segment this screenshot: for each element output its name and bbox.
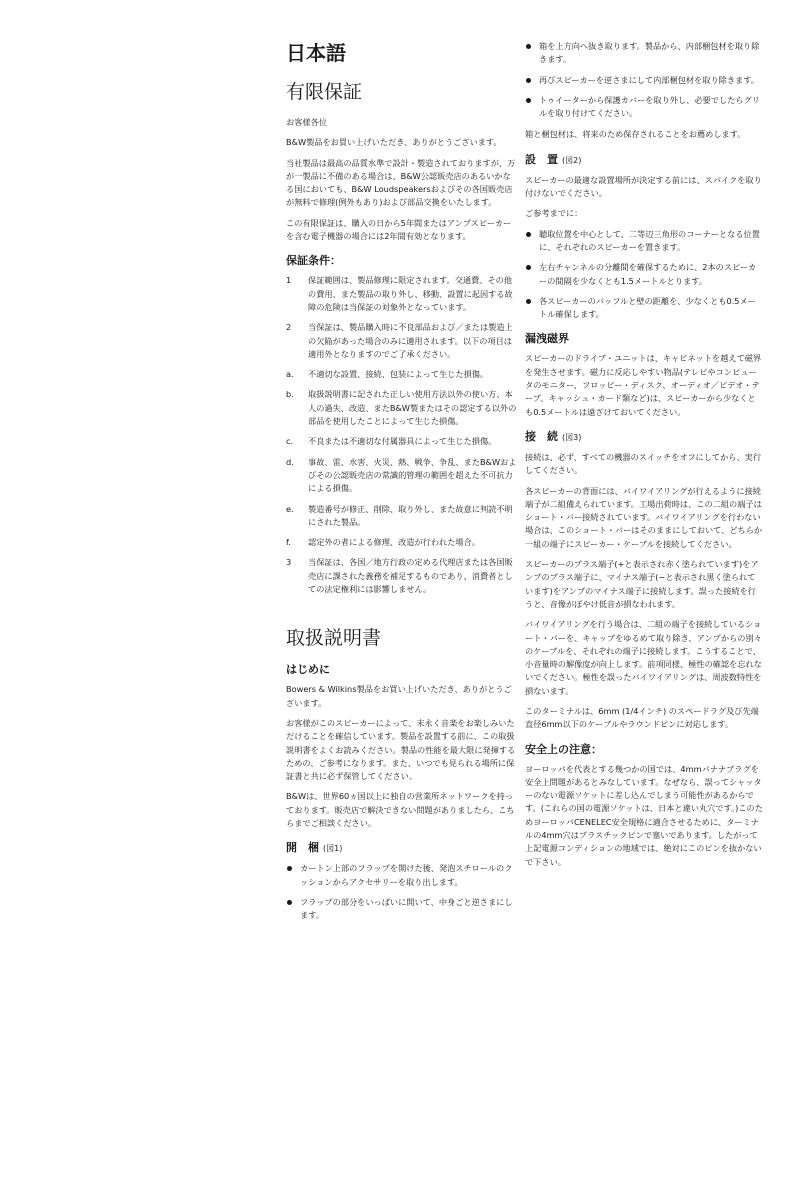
safety-title: 安全上の注意：	[525, 742, 602, 756]
condition-item	[286, 503, 518, 530]
condition-text: 事故、雷、水害、火災、熱、戦争、争乱、またB&Wおよびその公認販売店の常識的管理の範囲を超えた不可抗力による損傷。	[308, 456, 517, 494]
placement-para: スピーカーの最適な設置場所が決定する前には、スパイクを取り付けないでください。	[525, 174, 762, 199]
warranty-para: 当社製品は最高の品質水準で設計・製造されておりますが、万が一製品に不備のある場合は、B&W公認販売店のあるいかなる国においても、B&W Loudspeakersおよびその各国販売店が無料で修理(例外もあり)および部品交換をいたします。	[286, 157, 516, 208]
intro-para: お客様がこのスピーカーによって、末永く音楽をお楽しみいただけることを確信しています。製品を設置する前に、この取扱説明書をよくお読みください。製品の性能を最大限に発揮するための、ご参考になります。また、いつでも見られる場所に保証書と共に必ず保管してください。	[286, 717, 516, 782]
warranty-para: B&W製品をお買い上げいただき、ありがとうございます。	[286, 137, 502, 148]
placement-title-text: 設 置	[525, 152, 558, 166]
safety-para: ヨーロッパを代表とする幾つかの国では、4mmバナナプラグを安全上問題があるとみなしています。なぜなら、誤ってシャッターのない電源ソケットに差し込んでしまう可能性があるからです。(これらの国の電源ソケットは、日本と違い丸穴です。)このためヨーロッパCENELEC安全規格に適合させるために、ターミナルの4mm穴はプラスチックピンで塞いであります。したがって上記電源コンディションの地域では、絶対にこのピンを抜かないで下さい。	[525, 763, 763, 867]
condition-text: 製造番号が修正、削除、取り外し、また故意に判読不明にされた製品。	[308, 503, 513, 527]
placement-title	[525, 152, 763, 168]
placement-item: 各スピーカーのバッフルと壁の距離を、少なくとも0.5メートル確保します。	[525, 295, 763, 322]
warranty-para: この有限保証は、購入の日から5年間またはアンプスピーカーを含む電子機器の場合には2年間有効となります。	[286, 217, 512, 242]
condition-item	[286, 321, 518, 361]
condition-item	[286, 556, 518, 596]
placement-item: 左右チャンネルの分離間を確保するために、2本のスピーカーの間隔を少なくとも1.5メートルとります。	[525, 261, 763, 288]
unpacking-item: 箱を上方向へ抜き取ります。製品から、内部梱包材を取り除きます。	[525, 40, 763, 67]
conditions-title: 保証条件：	[286, 254, 341, 268]
conditions-list	[286, 274, 518, 596]
condition-marker: c.	[286, 436, 294, 447]
condition-text: 不適切な設置、接続、包装によって生じた損傷。	[308, 369, 489, 380]
condition-item	[286, 435, 518, 448]
figure-ref: (図3)	[562, 432, 582, 442]
condition-text: 保証範囲は、製品修理に限定されます。交通費、その他の費用、また製品の取り外し、移動、設置に起因する故障の危険は当保証の対象外となっています。	[308, 275, 513, 312]
condition-marker: a.	[286, 369, 294, 380]
condition-item	[286, 456, 518, 496]
intro-para: Bowers & Wilkins製品をお買い上げいただき、ありがとうございます。	[286, 684, 512, 708]
figure-ref: (図2)	[562, 155, 582, 165]
unpacking-list-continued	[525, 40, 763, 120]
condition-marker: e.	[286, 503, 294, 514]
connection-para: 各スピーカーの背面には、バイワイアリングが行えるように接続端子が二組備えられています。工場出荷時は、この二組の端子はショート・バー接続されています。バイワイアリングを行わない場合は、このショート・バーはそのままにしておいて、どちらか一組の端子にスピーカー・ケーブルを接続してください。	[525, 485, 763, 549]
intro-para: B&Wは、世界60ヵ国以上に独自の営業所ネットワークを持っております。販売店で解決できない問題がありましたら、こちらまでご相談ください。	[286, 791, 515, 828]
condition-text: 不良または不適切な付属器具によって生じた損傷。	[308, 436, 497, 447]
condition-item	[286, 388, 518, 428]
condition-marker: f.	[286, 537, 291, 548]
unpacking-list	[286, 862, 518, 922]
intro-title: はじめに	[286, 663, 330, 677]
unpacking-item: 再びスピーカーを逆さまにして内部梱包材を取り除きます。	[525, 74, 763, 87]
placement-ref: ご参考までに：	[525, 208, 583, 219]
left-column	[286, 40, 518, 930]
unpacking-item: トゥイーターから保護カバーを取り外し、必要でしたらグリルを取り付けてください。	[525, 94, 763, 121]
condition-marker: d.	[286, 456, 294, 467]
placement-list	[525, 228, 763, 322]
connection-para: このターミナルは、6mm (1/4インチ) のスペードラグ及び先端直径6mm以下のケーブルやラウンドピンに対応します。	[525, 705, 759, 730]
unpacking-item: カートン上部のフラップを開けた後、発泡スチロールのクッションからアクセサリーを取り出します。	[286, 862, 518, 889]
condition-text: 認定外の者による修理、改造が行われた場合。	[308, 537, 480, 548]
warranty-title: 有限保証	[286, 81, 363, 103]
connection-para: バイワイアリングを行う場合は、二組の端子を接続しているショート・バーを、キャップをゆるめて取り除き、アンプからの別々のケーブルを、それぞれの端子に接続します。こうすることで、小音量時の解像度が向上します。前項同様、極性の確認を忘れないでください。極性を誤ったバイワイアリングは、周波数特性を損ないます。	[525, 619, 762, 696]
condition-marker: b.	[286, 389, 294, 400]
unpacking-title-text: 開 梱	[286, 841, 319, 855]
connection-para: スピーカーのプラス端子(+と表示され赤く塗られています)をアンプのプラス端子に、マイナス端子(−と表示され黒く塗られています)をアンプのマイナス端子に接続します。誤った接続を行うと、音像がぼやけ低音が損なわれます。	[525, 559, 759, 609]
connection-para: 接続は、必ず、すべての機器のスイッチをオフにしてから、実行してください。	[525, 451, 762, 476]
condition-text: 当保証は、各国／地方行政の定める代理店または各国販売店に課された義務を補足するものであり、消費者としての法定権利には影響しません。	[308, 557, 513, 595]
connection-title	[525, 429, 763, 445]
condition-text: 当保証は、製品購入時に不良部品および／または製造上の欠陥があった場合のみに適用されます。以下の項目は適用外となりますのでご了承ください。	[308, 322, 513, 359]
condition-item	[286, 536, 518, 549]
magnetic-title: 漏洩磁界	[525, 332, 569, 346]
unpacking-title	[286, 840, 518, 856]
connection-title-text: 接 続	[525, 429, 558, 443]
condition-text: 取扱説明書に記された正しい使用方法以外の使い方、本人の過失、改造、またB&W製またはその認定する以外の部品を使用したことによって生じた損傷。	[308, 389, 517, 427]
magnetic-para: スピーカーのドライブ・ユニットは、キャビネットを越えて磁界を発生させます。磁力に反応しやすい物品(テレビやコンピュータのモニター、フロッピー・ディスク、オーディオ／ビデオ・テープ、キャッシュ・カード類など)は、スピーカーから少なくとも0.5メートルは遠ざけておいてください。	[525, 353, 762, 417]
placement-item: 聴取位置を中心として、二等辺三角形のコーナーとなる位置に、それぞれのスピーカーを置きます。	[525, 228, 763, 255]
condition-item	[286, 274, 518, 314]
right-column	[525, 40, 763, 876]
unpacking-note: 箱と梱包材は、将来のため保存されることをお薦めします。	[525, 129, 746, 140]
condition-marker: 1	[286, 275, 292, 286]
condition-marker: 2	[286, 322, 292, 333]
unpacking-item: フラップの部分をいっぱいに開いて、中身ごと逆さまにします。	[286, 896, 518, 923]
figure-ref: (図1)	[323, 844, 343, 854]
condition-item	[286, 368, 518, 381]
condition-marker: 3	[286, 557, 292, 568]
warranty-para: お客様各位	[286, 117, 327, 127]
manual-title: 取扱説明書	[286, 627, 382, 650]
language-heading: 日本語	[286, 41, 346, 65]
